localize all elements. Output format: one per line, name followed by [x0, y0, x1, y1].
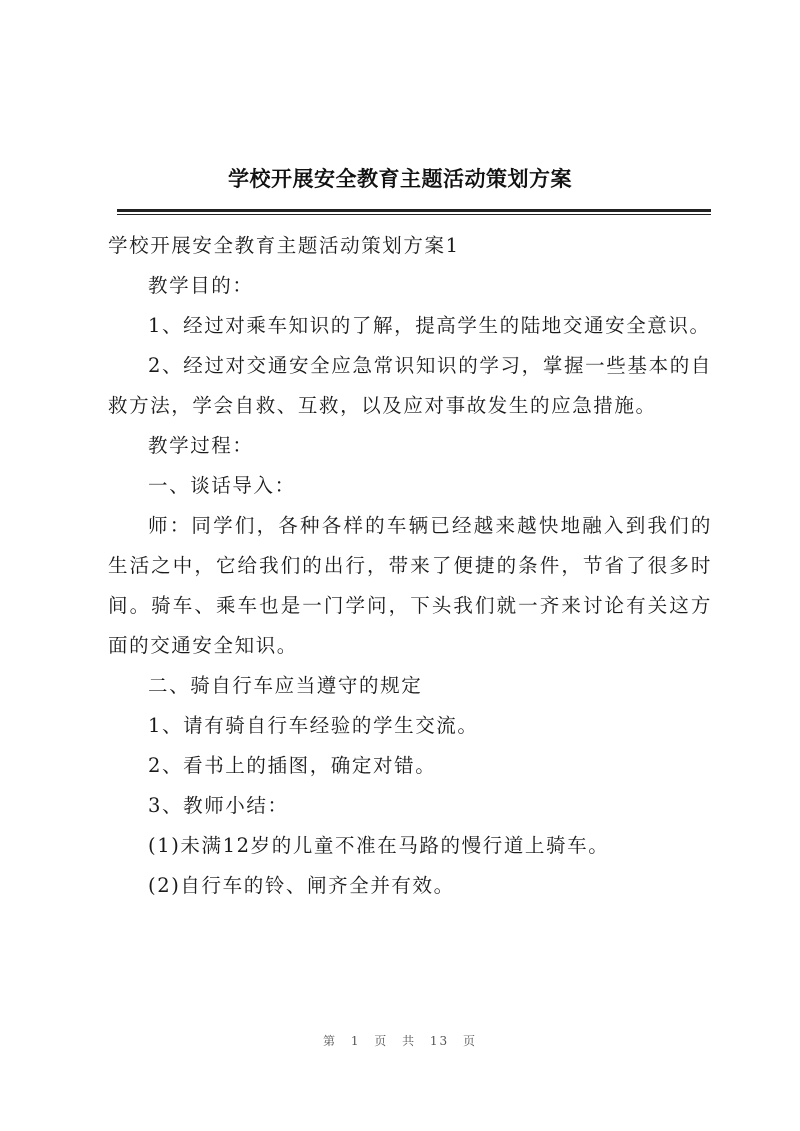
paragraph: 二、骑自行车应当遵守的规定 [148, 674, 423, 697]
document-title: 学校开展安全教育主题活动策划方案 [228, 166, 572, 191]
paragraph: 师：同学们，各种各样的车辆已经越来越快地融入到我们的生活之中，它给我们的出行，带来了便捷的条件，节省了很多时间。骑车、乘车也是一门学问，下头我们就一齐来讨论有关这方面的交通安全知识。 [108, 514, 712, 657]
page-footer: 第 1 页 共 13 页 [323, 1034, 477, 1048]
paragraph: 1、经过对乘车知识的了解，提高学生的陆地交通安全意识。 [148, 314, 711, 337]
title-rule-thin [117, 214, 711, 215]
paragraph: 教学过程： [148, 434, 254, 457]
paragraph: 3、教师小结： [148, 794, 289, 817]
paragraph: 2、经过对交通安全应急常识知识的学习，掌握一些基本的自救方法，学会自救、互救，以及应对事故发生的应急措施。 [108, 354, 712, 417]
paragraph: 一、谈话导入： [148, 474, 296, 497]
section-heading: 学校开展安全教育主题活动策划方案1 [108, 234, 460, 257]
paragraph: (1)未满12岁的儿童不准在马路的慢行道上骑车。 [148, 834, 610, 857]
title-rule-thick [117, 209, 711, 212]
paragraph: 1、请有骑自行车经验的学生交流。 [148, 714, 479, 737]
paragraph: 2、看书上的插图，确定对错。 [148, 754, 437, 777]
paragraph: 教学目的： [148, 274, 254, 297]
paragraph: (2)自行车的铃、闸齐全并有效。 [148, 874, 455, 897]
document-body [108, 226, 712, 906]
